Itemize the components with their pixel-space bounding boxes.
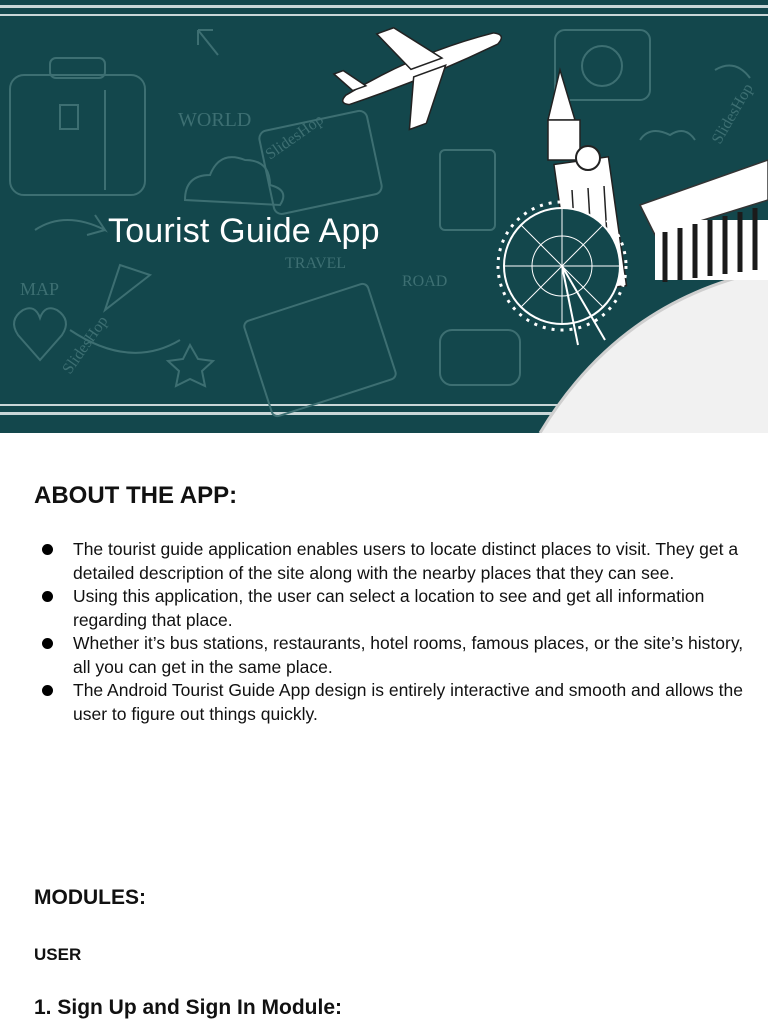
list-item bbox=[36, 632, 746, 679]
list-item bbox=[36, 679, 746, 726]
bullet-icon bbox=[42, 544, 53, 555]
user-section-label: USER bbox=[34, 945, 82, 964]
heart-icon bbox=[14, 308, 66, 360]
svg-text:TRAVEL: TRAVEL bbox=[285, 255, 347, 272]
bullet-icon bbox=[42, 638, 53, 649]
airplane-icon bbox=[325, 0, 520, 148]
about-heading: ABOUT THE APP: bbox=[34, 482, 238, 509]
list-item bbox=[36, 538, 746, 585]
svg-text:SlidesHop: SlidesHop bbox=[262, 111, 327, 164]
bullet-text: Using this application, the user can select a location to see and get all information regarding that place. bbox=[73, 586, 705, 630]
camera-icon bbox=[555, 30, 650, 100]
bullet-icon bbox=[42, 591, 53, 602]
modules-heading: MODULES: bbox=[34, 886, 146, 909]
columned-building-icon bbox=[640, 160, 768, 282]
banner-title: Tourist Guide App bbox=[108, 212, 380, 250]
list-item bbox=[36, 585, 746, 632]
bullet-text: Whether it’s bus stations, restaurants, hotel rooms, famous places, or the site’s history, all you can get in the same place. bbox=[73, 633, 744, 677]
svg-text:WORLD: WORLD bbox=[178, 109, 252, 131]
bullet-icon bbox=[42, 685, 53, 696]
about-bullet-list bbox=[36, 538, 746, 726]
banner bbox=[0, 0, 768, 433]
suitcase-icon bbox=[10, 58, 145, 195]
bullet-text: The tourist guide application enables users to locate distinct places to visit. They get a detailed description of the site along with the nearby places that they can see. bbox=[73, 539, 739, 583]
svg-text:SlidesHop: SlidesHop bbox=[708, 80, 757, 147]
bullet-text: The Android Tourist Guide App design is entirely interactive and smooth and allows the user to figure out things quickly. bbox=[73, 680, 743, 724]
svg-text:SlidesHop: SlidesHop bbox=[59, 312, 112, 378]
module-title: 1. Sign Up and Sign In Module: bbox=[34, 996, 342, 1019]
svg-text:ROAD: ROAD bbox=[402, 273, 448, 290]
svg-text:MAP: MAP bbox=[20, 279, 60, 299]
